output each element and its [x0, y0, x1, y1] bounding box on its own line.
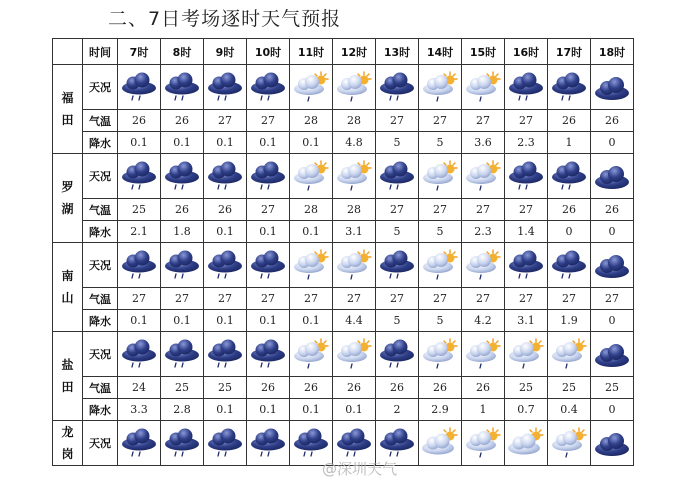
- rain-cell: 4.2: [462, 310, 505, 332]
- rain-cell: 0.1: [247, 310, 290, 332]
- rain-cell: 2.8: [161, 399, 204, 421]
- temp-cell: 26: [204, 199, 247, 221]
- cloud-icon: [592, 249, 632, 281]
- district-name-text: 罗湖: [61, 180, 74, 216]
- rain-cell: 0.1: [290, 221, 333, 243]
- weather-cell: [462, 421, 505, 466]
- rain-cell: 0: [591, 310, 634, 332]
- weather-cell: [204, 243, 247, 288]
- cloud-rain-icon: [377, 338, 417, 370]
- temp-cell: 27: [204, 288, 247, 310]
- weather-row: [53, 154, 634, 199]
- temp-cell: 26: [462, 377, 505, 399]
- hour-header: 11时: [290, 39, 333, 65]
- cloud-rain-icon: [291, 427, 331, 459]
- sun-cloud-rain-icon: [420, 338, 460, 370]
- weather-cell: [591, 154, 634, 199]
- sun-cloud-icon: [506, 427, 546, 459]
- weather-cell: [591, 243, 634, 288]
- sun-cloud-rain-icon: [291, 71, 331, 103]
- cloud-rain-icon: [162, 427, 202, 459]
- sun-cloud-rain-icon: [334, 249, 374, 281]
- rain-cell: 0.1: [247, 221, 290, 243]
- weather-cell: [290, 332, 333, 377]
- weather-cell: [118, 154, 161, 199]
- district-name: [53, 243, 83, 332]
- temp-label: 气温: [83, 110, 118, 132]
- temp-cell: 25: [505, 377, 548, 399]
- temp-cell: 27: [376, 199, 419, 221]
- district-name: [53, 421, 83, 466]
- rain-cell: 0.1: [290, 310, 333, 332]
- sun-cloud-rain-icon: [549, 338, 589, 370]
- cloud-rain-icon: [205, 160, 245, 192]
- cloud-rain-icon: [119, 249, 159, 281]
- cloud-rain-icon: [162, 249, 202, 281]
- hour-header: 17时: [548, 39, 591, 65]
- temp-cell: 26: [333, 377, 376, 399]
- weather-cell: [333, 65, 376, 110]
- rain-cell: 5: [376, 310, 419, 332]
- temp-cell: 27: [591, 288, 634, 310]
- rain-cell: 5: [376, 221, 419, 243]
- rain-cell: 1: [548, 132, 591, 154]
- temp-cell: 26: [118, 110, 161, 132]
- district-name-text: 盐田: [61, 358, 74, 394]
- rain-row: [53, 310, 634, 332]
- rain-cell: 0: [591, 399, 634, 421]
- cloud-rain-icon: [248, 71, 288, 103]
- temp-cell: 27: [462, 110, 505, 132]
- sun-cloud-rain-icon: [463, 338, 503, 370]
- temp-cell: 25: [118, 199, 161, 221]
- temp-cell: 27: [247, 199, 290, 221]
- rain-cell: 1.9: [548, 310, 591, 332]
- weather-label: 天况: [83, 243, 118, 288]
- sun-cloud-rain-icon: [291, 160, 331, 192]
- rain-label: 降水: [83, 132, 118, 154]
- weather-cell: [505, 421, 548, 466]
- cloud-rain-icon: [162, 338, 202, 370]
- temp-row: [53, 110, 634, 132]
- weather-cell: [161, 154, 204, 199]
- weather-cell: [161, 421, 204, 466]
- temp-label: 气温: [83, 199, 118, 221]
- rain-cell: 0.1: [333, 399, 376, 421]
- cloud-rain-icon: [248, 249, 288, 281]
- weather-cell: [591, 421, 634, 466]
- temp-label: 气温: [83, 377, 118, 399]
- temp-cell: 27: [462, 288, 505, 310]
- temp-cell: 27: [505, 110, 548, 132]
- cloud-rain-icon: [205, 71, 245, 103]
- rain-cell: 1.4: [505, 221, 548, 243]
- weather-cell: [376, 243, 419, 288]
- cloud-rain-icon: [549, 249, 589, 281]
- temp-cell: 26: [548, 110, 591, 132]
- cloud-rain-icon: [162, 71, 202, 103]
- rain-cell: 0.1: [118, 310, 161, 332]
- weather-cell: [247, 421, 290, 466]
- weather-cell: [118, 243, 161, 288]
- hour-header: 12时: [333, 39, 376, 65]
- weather-cell: [419, 154, 462, 199]
- weather-cell: [591, 332, 634, 377]
- weather-cell: [118, 421, 161, 466]
- cloud-rain-icon: [506, 160, 546, 192]
- rain-cell: 0.1: [118, 132, 161, 154]
- weather-cell: [161, 332, 204, 377]
- cloud-icon: [592, 160, 632, 192]
- cloud-icon: [592, 71, 632, 103]
- rain-cell: 0.4: [548, 399, 591, 421]
- cloud-rain-icon: [119, 160, 159, 192]
- time-label: 时间: [83, 39, 118, 65]
- cloud-icon: [592, 338, 632, 370]
- weather-cell: [419, 243, 462, 288]
- temp-cell: 27: [462, 199, 505, 221]
- weather-cell: [118, 65, 161, 110]
- weather-cell: [462, 332, 505, 377]
- rain-cell: 1.8: [161, 221, 204, 243]
- rain-label: 降水: [83, 399, 118, 421]
- rain-cell: 0.7: [505, 399, 548, 421]
- temp-cell: 27: [376, 110, 419, 132]
- temp-cell: 27: [548, 288, 591, 310]
- rain-cell: 5: [419, 132, 462, 154]
- temp-cell: 27: [333, 288, 376, 310]
- hour-header: 10时: [247, 39, 290, 65]
- weather-label: 天况: [83, 154, 118, 199]
- sun-cloud-rain-icon: [334, 71, 374, 103]
- weather-cell: [333, 243, 376, 288]
- weather-cell: [247, 332, 290, 377]
- temp-cell: 27: [161, 288, 204, 310]
- rain-cell: 4.8: [333, 132, 376, 154]
- weather-label: 天况: [83, 65, 118, 110]
- cloud-rain-icon: [377, 160, 417, 192]
- rain-cell: 0.1: [247, 399, 290, 421]
- temp-cell: 26: [290, 377, 333, 399]
- rain-cell: 5: [376, 132, 419, 154]
- temp-cell: 27: [247, 110, 290, 132]
- cloud-rain-icon: [162, 160, 202, 192]
- rain-cell: 3.6: [462, 132, 505, 154]
- rain-cell: 0.1: [161, 132, 204, 154]
- temp-cell: 26: [161, 199, 204, 221]
- weather-cell: [290, 243, 333, 288]
- weather-cell: [161, 65, 204, 110]
- temp-cell: 28: [333, 199, 376, 221]
- temp-cell: 24: [118, 377, 161, 399]
- temp-cell: 25: [204, 377, 247, 399]
- sun-cloud-rain-icon: [334, 338, 374, 370]
- header-corner: [53, 39, 83, 65]
- weather-cell: [376, 154, 419, 199]
- temp-cell: 27: [376, 288, 419, 310]
- page-title: 二、7日考场逐时天气预报: [108, 8, 342, 30]
- weather-row: [53, 65, 634, 110]
- weather-cell: [505, 154, 548, 199]
- temp-cell: 28: [333, 110, 376, 132]
- cloud-rain-icon: [248, 160, 288, 192]
- temp-cell: 27: [419, 288, 462, 310]
- temp-cell: 26: [247, 377, 290, 399]
- cloud-rain-icon: [205, 249, 245, 281]
- weather-cell: [118, 332, 161, 377]
- district-name-text: 龙岗: [61, 425, 74, 461]
- temp-row: [53, 199, 634, 221]
- cloud-rain-icon: [119, 71, 159, 103]
- cloud-rain-icon: [549, 160, 589, 192]
- forecast-table: [52, 38, 634, 466]
- cloud-rain-icon: [119, 338, 159, 370]
- cloud-rain-icon: [205, 427, 245, 459]
- cloud-rain-icon: [377, 427, 417, 459]
- sun-cloud-rain-icon: [420, 249, 460, 281]
- rain-cell: 0.1: [247, 132, 290, 154]
- weather-cell: [204, 154, 247, 199]
- weather-cell: [505, 65, 548, 110]
- weather-cell: [548, 421, 591, 466]
- weather-cell: [247, 243, 290, 288]
- cloud-icon: [592, 427, 632, 459]
- weather-cell: [376, 332, 419, 377]
- temp-row: [53, 288, 634, 310]
- temp-cell: 26: [376, 377, 419, 399]
- hour-header: 7时: [118, 39, 161, 65]
- sun-cloud-rain-icon: [549, 427, 589, 459]
- rain-cell: 0.1: [204, 221, 247, 243]
- temp-cell: 27: [505, 199, 548, 221]
- temp-cell: 28: [290, 110, 333, 132]
- rain-cell: 0.1: [161, 310, 204, 332]
- weather-cell: [247, 65, 290, 110]
- temp-label: 气温: [83, 288, 118, 310]
- sun-cloud-rain-icon: [463, 427, 503, 459]
- district-name-text: 南山: [61, 269, 74, 305]
- rain-cell: 2.3: [462, 221, 505, 243]
- rain-row: [53, 221, 634, 243]
- weather-row: [53, 332, 634, 377]
- rain-label: 降水: [83, 310, 118, 332]
- temp-cell: 25: [548, 377, 591, 399]
- cloud-rain-icon: [334, 427, 374, 459]
- rain-row: [53, 399, 634, 421]
- cloud-rain-icon: [248, 338, 288, 370]
- sun-cloud-rain-icon: [291, 338, 331, 370]
- weather-cell: [505, 243, 548, 288]
- rain-label: 降水: [83, 221, 118, 243]
- weather-label: 天况: [83, 332, 118, 377]
- weather-cell: [419, 421, 462, 466]
- rain-cell: 2.1: [118, 221, 161, 243]
- sun-cloud-rain-icon: [463, 71, 503, 103]
- weather-cell: [591, 65, 634, 110]
- weather-cell: [505, 332, 548, 377]
- rain-cell: 0.1: [204, 132, 247, 154]
- temp-cell: 25: [591, 377, 634, 399]
- cloud-rain-icon: [119, 427, 159, 459]
- weather-cell: [548, 332, 591, 377]
- hour-header: 18时: [591, 39, 634, 65]
- weather-cell: [161, 243, 204, 288]
- weather-cell: [462, 65, 505, 110]
- weather-cell: [204, 332, 247, 377]
- rain-cell: 2.9: [419, 399, 462, 421]
- weather-cell: [548, 65, 591, 110]
- temp-cell: 25: [161, 377, 204, 399]
- temp-cell: 27: [204, 110, 247, 132]
- weather-row: [53, 243, 634, 288]
- hour-header: 8时: [161, 39, 204, 65]
- weather-cell: [419, 332, 462, 377]
- weather-cell: [462, 154, 505, 199]
- temp-cell: 27: [247, 288, 290, 310]
- temp-cell: 27: [419, 199, 462, 221]
- district-name: [53, 65, 83, 154]
- weather-cell: [376, 65, 419, 110]
- rain-cell: 0.1: [290, 399, 333, 421]
- watermark: @深圳天气: [322, 460, 398, 478]
- rain-cell: 3.1: [333, 221, 376, 243]
- sun-cloud-icon: [420, 427, 460, 459]
- cloud-rain-icon: [506, 71, 546, 103]
- weather-cell: [462, 243, 505, 288]
- rain-cell: 0: [591, 221, 634, 243]
- temp-cell: 28: [290, 199, 333, 221]
- rain-cell: 5: [419, 310, 462, 332]
- hour-header: 9时: [204, 39, 247, 65]
- temp-cell: 26: [548, 199, 591, 221]
- weather-cell: [548, 243, 591, 288]
- temp-row: [53, 377, 634, 399]
- weather-cell: [290, 154, 333, 199]
- rain-row: [53, 132, 634, 154]
- sun-cloud-rain-icon: [420, 160, 460, 192]
- header-row: [53, 39, 634, 65]
- hour-header: 16时: [505, 39, 548, 65]
- cloud-rain-icon: [377, 71, 417, 103]
- weather-cell: [548, 154, 591, 199]
- temp-cell: 26: [591, 110, 634, 132]
- weather-cell: [247, 154, 290, 199]
- district-name: [53, 154, 83, 243]
- cloud-rain-icon: [377, 249, 417, 281]
- rain-cell: 5: [419, 221, 462, 243]
- sun-cloud-rain-icon: [334, 160, 374, 192]
- temp-cell: 27: [505, 288, 548, 310]
- temp-cell: 26: [419, 377, 462, 399]
- sun-cloud-rain-icon: [506, 338, 546, 370]
- temp-cell: 27: [419, 110, 462, 132]
- weather-cell: [204, 65, 247, 110]
- weather-cell: [333, 332, 376, 377]
- weather-cell: [419, 65, 462, 110]
- sun-cloud-rain-icon: [420, 71, 460, 103]
- rain-cell: 0: [548, 221, 591, 243]
- weather-label: 天况: [83, 421, 118, 466]
- cloud-rain-icon: [549, 71, 589, 103]
- weather-cell: [204, 421, 247, 466]
- rain-cell: 2.3: [505, 132, 548, 154]
- rain-cell: 3.1: [505, 310, 548, 332]
- district-name: [53, 332, 83, 421]
- cloud-rain-icon: [506, 249, 546, 281]
- temp-cell: 26: [591, 199, 634, 221]
- cloud-rain-icon: [248, 427, 288, 459]
- hour-header: 13时: [376, 39, 419, 65]
- temp-cell: 27: [290, 288, 333, 310]
- temp-cell: 27: [118, 288, 161, 310]
- sun-cloud-rain-icon: [291, 249, 331, 281]
- hour-header: 14时: [419, 39, 462, 65]
- sun-cloud-rain-icon: [463, 249, 503, 281]
- rain-cell: 0: [591, 132, 634, 154]
- temp-cell: 26: [161, 110, 204, 132]
- cloud-rain-icon: [205, 338, 245, 370]
- rain-cell: 4.4: [333, 310, 376, 332]
- rain-cell: 2: [376, 399, 419, 421]
- weather-cell: [333, 154, 376, 199]
- rain-cell: 0.1: [204, 310, 247, 332]
- sun-cloud-rain-icon: [463, 160, 503, 192]
- district-name-text: 福田: [61, 91, 74, 127]
- rain-cell: 0.1: [290, 132, 333, 154]
- rain-cell: 1: [462, 399, 505, 421]
- rain-cell: 3.3: [118, 399, 161, 421]
- hour-header: 15时: [462, 39, 505, 65]
- rain-cell: 0.1: [204, 399, 247, 421]
- weather-cell: [290, 65, 333, 110]
